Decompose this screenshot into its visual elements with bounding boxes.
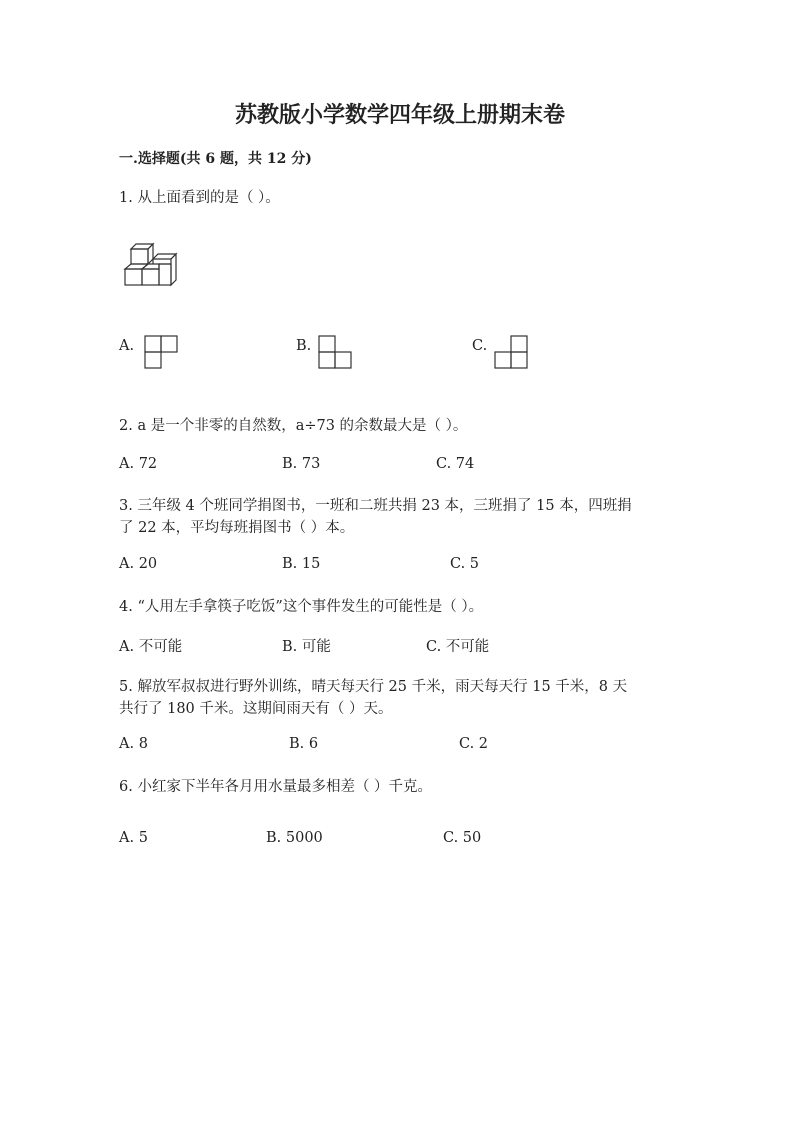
- question-1-option-b[interactable]: B.: [296, 338, 312, 354]
- question-6-option-c[interactable]: C. 50: [443, 830, 482, 846]
- question-6-option-b[interactable]: B. 5000: [266, 830, 323, 846]
- question-5-option-a[interactable]: A. 8: [119, 736, 148, 752]
- top-view-shape-a-icon: [144, 335, 178, 369]
- exam-title: 苏教版小学数学四年级上册期末卷: [234, 102, 565, 128]
- question-3-stem-line-2: 了 22 本，平均每班捐图书（ ）本。: [119, 520, 355, 536]
- question-6-stem: 6. 小红家下半年各月用水量最多相差（ ）千克。: [119, 779, 433, 795]
- question-5-stem-line-2: 共行了 180 千米。这期间雨天有（ ）天。: [119, 701, 393, 717]
- top-view-shape-b-icon: [318, 335, 352, 369]
- question-2-option-b[interactable]: B. 73: [282, 456, 321, 472]
- question-4-option-c[interactable]: C. 不可能: [426, 639, 490, 655]
- question-2-stem: 2. a 是一个非零的自然数，a÷73 的余数最大是（ ）。: [119, 418, 468, 434]
- question-1-option-c[interactable]: C.: [472, 338, 488, 354]
- question-5-option-b[interactable]: B. 6: [289, 736, 319, 752]
- question-1-stem: 1. 从上面看到的是（ ）。: [119, 190, 280, 206]
- section-header: 一.选择题(共 6 题，共 12 分): [119, 151, 312, 167]
- question-3-option-b[interactable]: B. 15: [282, 556, 321, 572]
- question-2-option-a[interactable]: A. 72: [119, 456, 158, 472]
- question-4-option-a[interactable]: A. 不可能: [119, 639, 183, 655]
- top-view-shape-c-icon: [494, 335, 528, 369]
- question-2-option-c[interactable]: C. 74: [436, 456, 475, 472]
- question-1-option-a[interactable]: A.: [119, 338, 135, 354]
- stacked-cubes-3d-icon: [120, 240, 182, 288]
- question-6-option-a[interactable]: A. 5: [119, 830, 148, 846]
- question-4-option-b[interactable]: B. 可能: [282, 639, 331, 655]
- question-5-option-c[interactable]: C. 2: [459, 736, 489, 752]
- question-5-stem-line-1: 5. 解放军叔叔进行野外训练，晴天每天行 25 千米，雨天每天行 15 千米，8 天: [119, 679, 628, 695]
- question-4-stem: 4. “人用左手拿筷子吃饭”这个事件发生的可能性是（ ）。: [119, 599, 484, 615]
- question-3-option-c[interactable]: C. 5: [450, 556, 480, 572]
- question-3-stem-line-1: 3. 三年级 4 个班同学捐图书，一班和二班共捐 23 本，三班捐了 15 本，四班捐: [119, 498, 632, 514]
- question-3-option-a[interactable]: A. 20: [119, 556, 158, 572]
